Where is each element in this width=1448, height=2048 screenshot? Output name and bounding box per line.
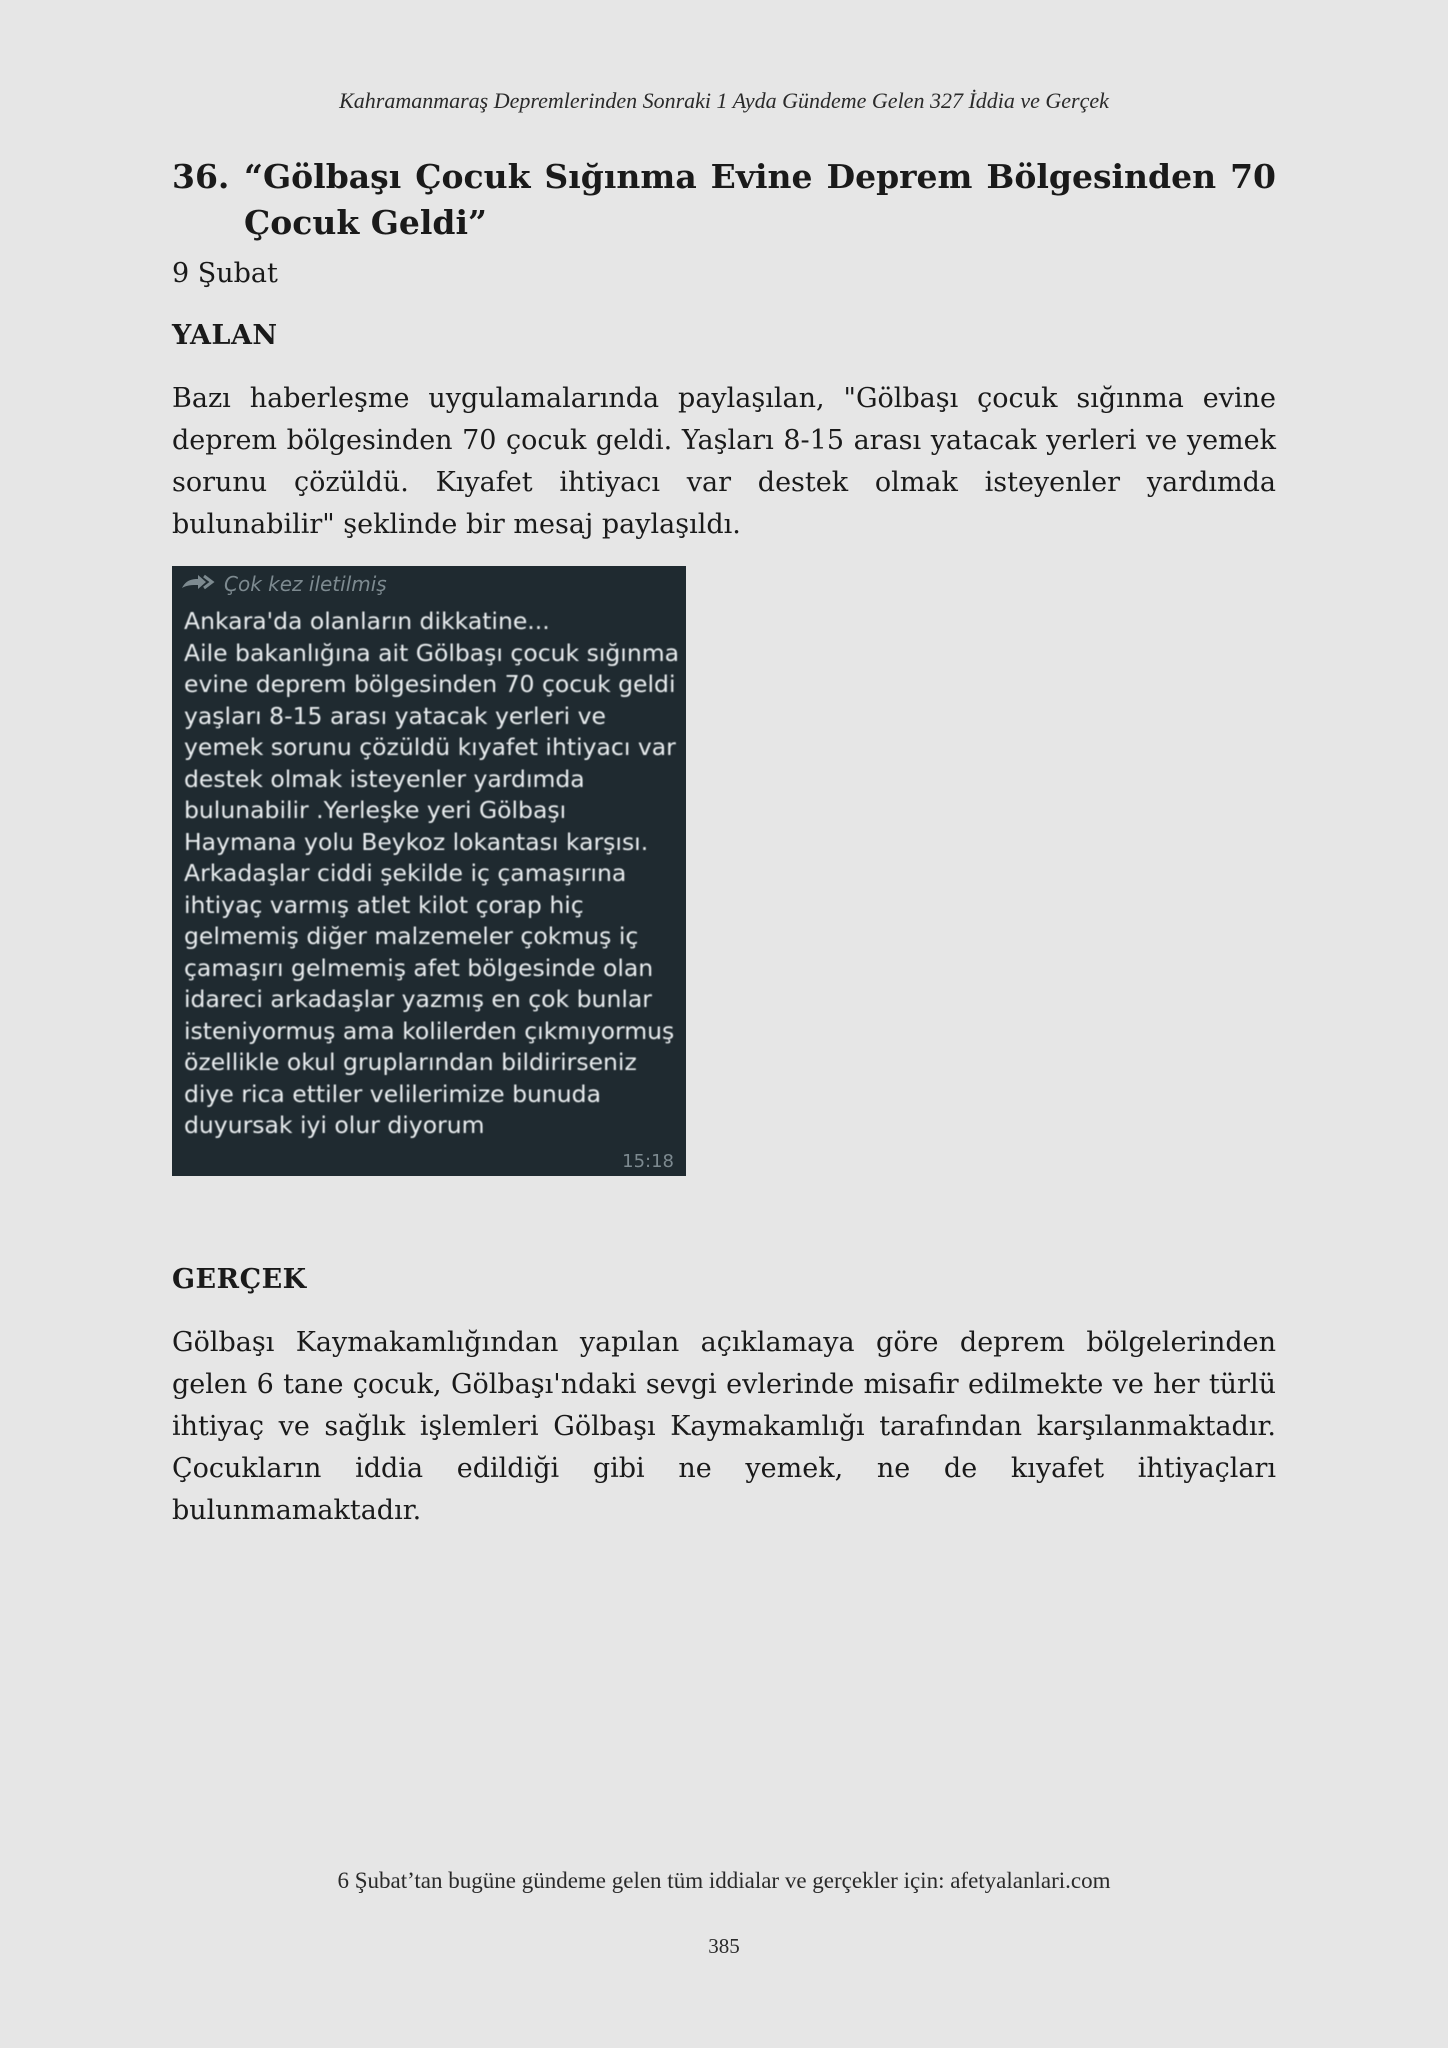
fact-label: GERÇEK [172,1264,307,1295]
article-title-text: “Gölbaşı Çocuk Sığınma Evine Deprem Bölgesinden 70 Çocuk Geldi” [244,157,1276,242]
article-date: 9 Şubat [172,258,278,289]
message-screenshot [172,566,686,1176]
message-time: 15:18 [622,1151,674,1172]
article-title [172,154,1276,246]
claim-paragraph: Bazı haberleşme uygulamalarında paylaşılan, "Gölbaşı çocuk sığınma evine deprem bölgesinden 70 çocuk geldi. Yaşları 8-15 arası yatacak yerleri ve yemek sorunu çözüldü. Kıyafet ihtiyacı var destek olmak isteyenler yardımda bulunabilir" şeklinde bir mesaj paylaşıldı. [172,383,1276,540]
fact-paragraph: Gölbaşı Kaymakamlığından yapılan açıklamaya göre deprem bölgelerinden gelen 6 tane çocuk, Gölbaşı'ndaki sevgi evlerinde misafir edilmekte ve her türlü ihtiyaç ve sağlık işlemleri Gölbaşı Kaymakamlığı tarafından karşılanmaktadır. Çocukların iddia edildiği gibi ne yemek, ne de kıyafet ihtiyaçları bulunmamaktadır. [172,1327,1276,1526]
running-header: Kahramanmaraş Depremlerinden Sonraki 1 Ayda Gündeme Gelen 327 İddia ve Gerçek [339,88,1109,113]
message-text: Ankara'da olanların dikkatine... Aile bakanlığına ait Gölbaşı çocuk sığınma evine deprem bölgesinden 70 çocuk geldi yaşları 8-15 arası yatacak yerleri ve yemek sorunu çözüldü kıyafet ihtiyacı var destek olmak isteyenler yardımda bulunabilir .Yerleşke yeri Gölbaşı Haymana yolu Beykoz lokantası karşısı. Arkadaşlar ciddi şekilde iç çamaşırına ihtiyaç varmış atlet kilot çorap hiç gelmemiş diğer malzemeler çokmuş iç çamaşırı gelmemiş afet bölgesinde olan idareci arkadaşlar yazmış en çok bunlar isteniyormuş ama kolilerden çıkmıyormuş özellikle okul gruplarından bildirirseniz diye rica ettiler velilerimize bunuda duyursak iyi olur diyorum [184,607,680,1139]
forwarded-label: Çok kez iletilmiş [224,572,387,596]
forwarded-indicator [180,572,387,596]
article-number: 36. [172,157,230,196]
page-number: 385 [708,1934,740,1958]
claim-label: YALAN [172,320,278,351]
footer-link-text: 6 Şubat’tan bugüne gündeme gelen tüm iddialar ve gerçekler için: afetyalanlari.com [337,1868,1111,1893]
double-forward-arrow-icon [180,574,218,594]
